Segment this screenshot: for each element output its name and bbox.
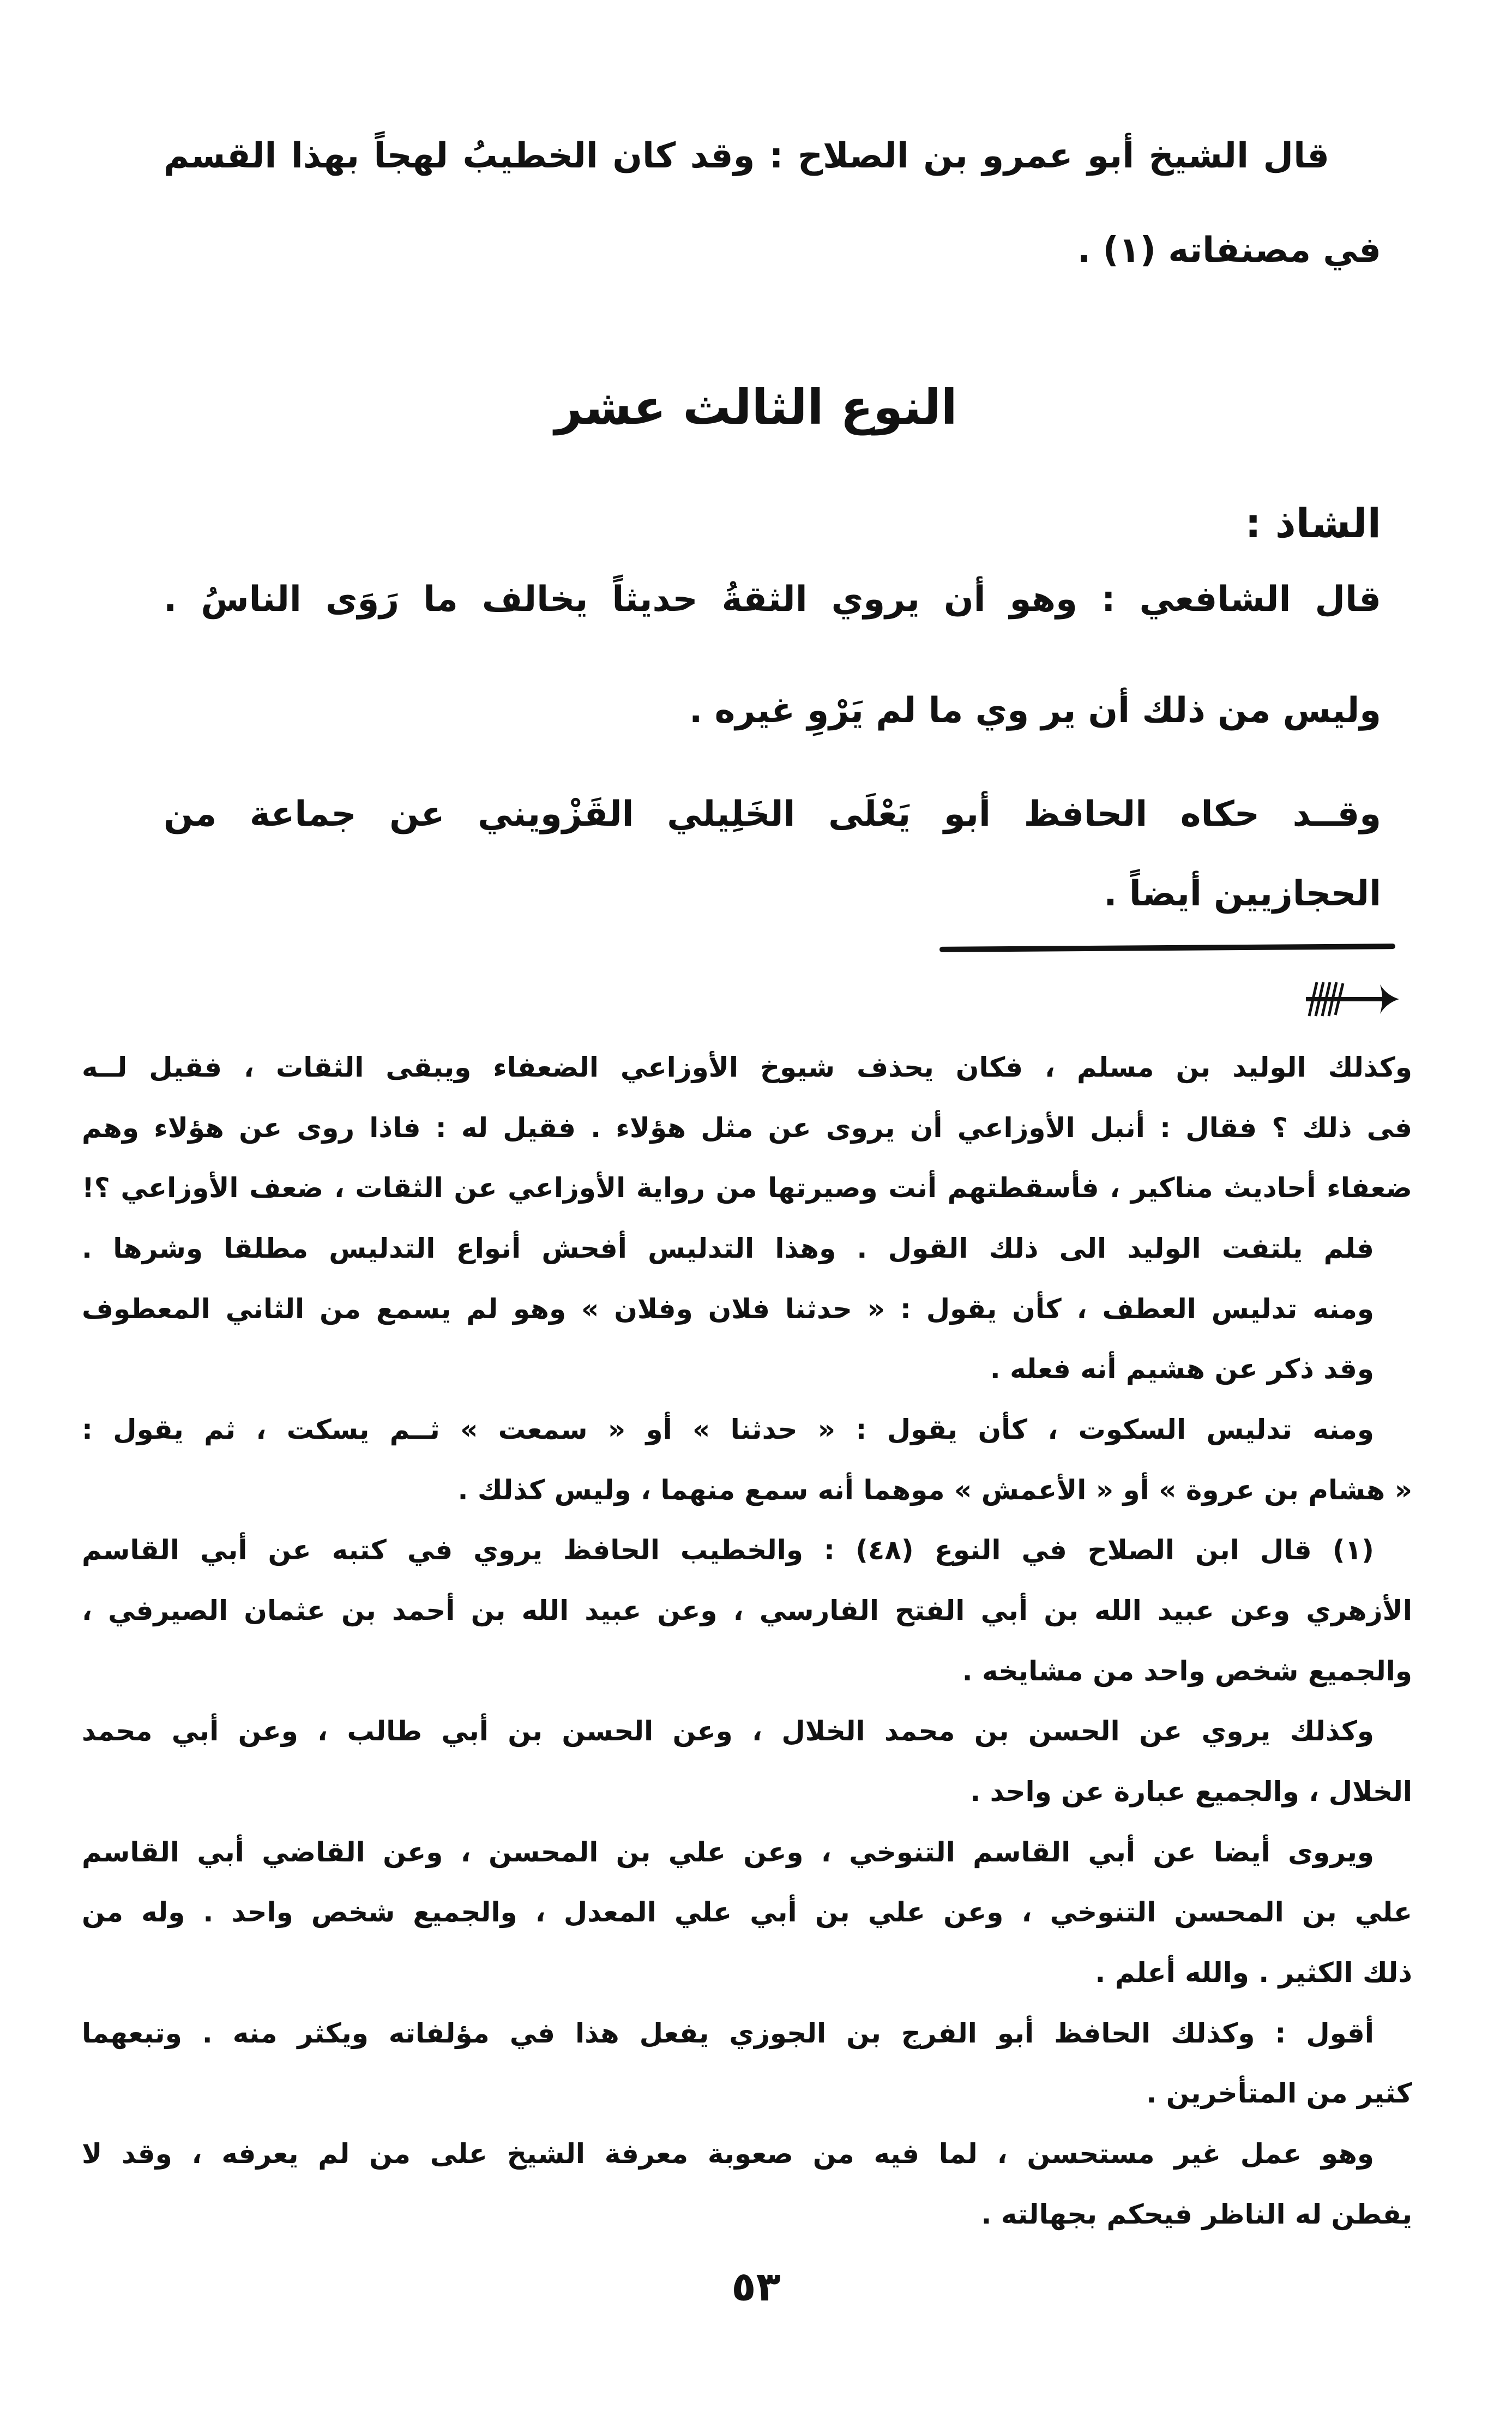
footnote-line: فى ذلك ؟ فقال : أنبل الأوزاعي أن يروى عن مثل هؤلاء . فقيل له : فاذا روى عن هؤلاء وهم [82,1112,1412,1144]
footnote-line: وكذلك الوليد بن مسلم ، فكان يحذف شيوخ الأوزاعي الضعفاء ويبقى الثقات ، فقيل لــه [82,1052,1412,1083]
body-paragraph-line: قال الشيخ أبو عمرو بن الصلاح : وقد كان الخطيبُ لهجاً بهذا القسم [164,136,1329,176]
body-paragraph-line: في مصنفاته (١) . [1077,230,1381,271]
body-paragraph-line: وقــد حكاه الحافظ أبو يَعْلَى الخَلِيلي القَزْويني عن جماعة من [164,794,1381,834]
footnote-line: ومنه تدليس السكوت ، كأن يقول : « حدثنا » أو « سمعت » ثــم يسكت ، ثم يقول : [82,1414,1374,1445]
footnote-divider-rule [939,944,1395,952]
footnote-line: « هشام بن عروة » أو « الأعمش » موهما أنه سمع منهما ، وليس كذلك . [457,1474,1412,1506]
footnote-line: وهو عمل غير مستحسن ، لما فيه من صعوبة معرفة الشيخ على من لم يعرفه ، وقد لا [82,2138,1374,2170]
footnote-line: فلم يلتفت الوليد الى ذلك القول . وهذا التدليس أفحش أنواع التدليس مطلقا وشرها . [82,1233,1374,1264]
body-paragraph-line: قال الشافعي : وهو أن يروي الثقةُ حديثاً يخالف ما رَوَى الناسُ . [164,579,1381,620]
page-number: ٥٣ [731,2263,781,2310]
footnote-line: الأزهري وعن عبيد الله بن أبي الفتح الفارسي ، وعن عبيد الله بن أحمد بن عثمان الصيرفي ، [82,1595,1412,1626]
section-heading: النوع الثالث عشر [555,379,957,435]
footnote-line: ويروى أيضا عن أبي القاسم التنوخي ، وعن علي بن المحسن ، وعن القاضي أبي القاسم [82,1836,1374,1868]
body-paragraph-line: وليس من ذلك أن ير وي ما لم يَرْوِ غيره . [689,690,1381,731]
footnote-line: ومنه تدليس العطف ، كأن يقول : « حدثنا فلان وفلان » وهو لم يسمع من الثاني المعطوف [82,1293,1374,1325]
footnote-line: علي بن المحسن التنوخي ، وعن علي بن أبي علي المعدل ، والجميع شخص واحد . وله من [82,1896,1412,1928]
footnote-line: ضعفاء أحاديث مناكير ، فأسقطتهم أنت وصيرتها من رواية الأوزاعي عن الثقات ، ضعف الأوزاعي ؟! [82,1172,1412,1204]
footnote-line: وقد ذكر عن هشيم أنه فعله . [990,1353,1374,1385]
footnote-line: كثير من المتأخرين . [1146,2077,1412,2109]
footnote-continuation-arrow-icon [1305,979,1400,1018]
body-paragraph-line: الحجازيين أيضاً . [1104,874,1381,914]
footnote-line: (١) قال ابن الصلاح في النوع (٤٨) : والخطيب الحافظ يروي في كتبه عن أبي القاسم [82,1534,1374,1566]
footnote-line: يفطن له الناظر فيحكم بجهالته . [981,2198,1412,2230]
term-heading: الشاذ : [1245,500,1381,547]
footnote-line: ذلك الكثير . والله أعلم . [1095,1957,1412,1989]
footnote-line: أقول : وكذلك الحافظ أبو الفرج بن الجوزي يفعل هذا في مؤلفاته ويكثر منه . وتبعهما [82,2017,1374,2049]
footnote-line: الخلال ، والجميع عبارة عن واحد . [970,1776,1412,1807]
footnote-line: وكذلك يروي عن الحسن بن محمد الخلال ، وعن الحسن بن أبي طالب ، وعن أبي محمد [82,1715,1374,1747]
footnote-line: والجميع شخص واحد من مشايخه . [962,1655,1412,1687]
